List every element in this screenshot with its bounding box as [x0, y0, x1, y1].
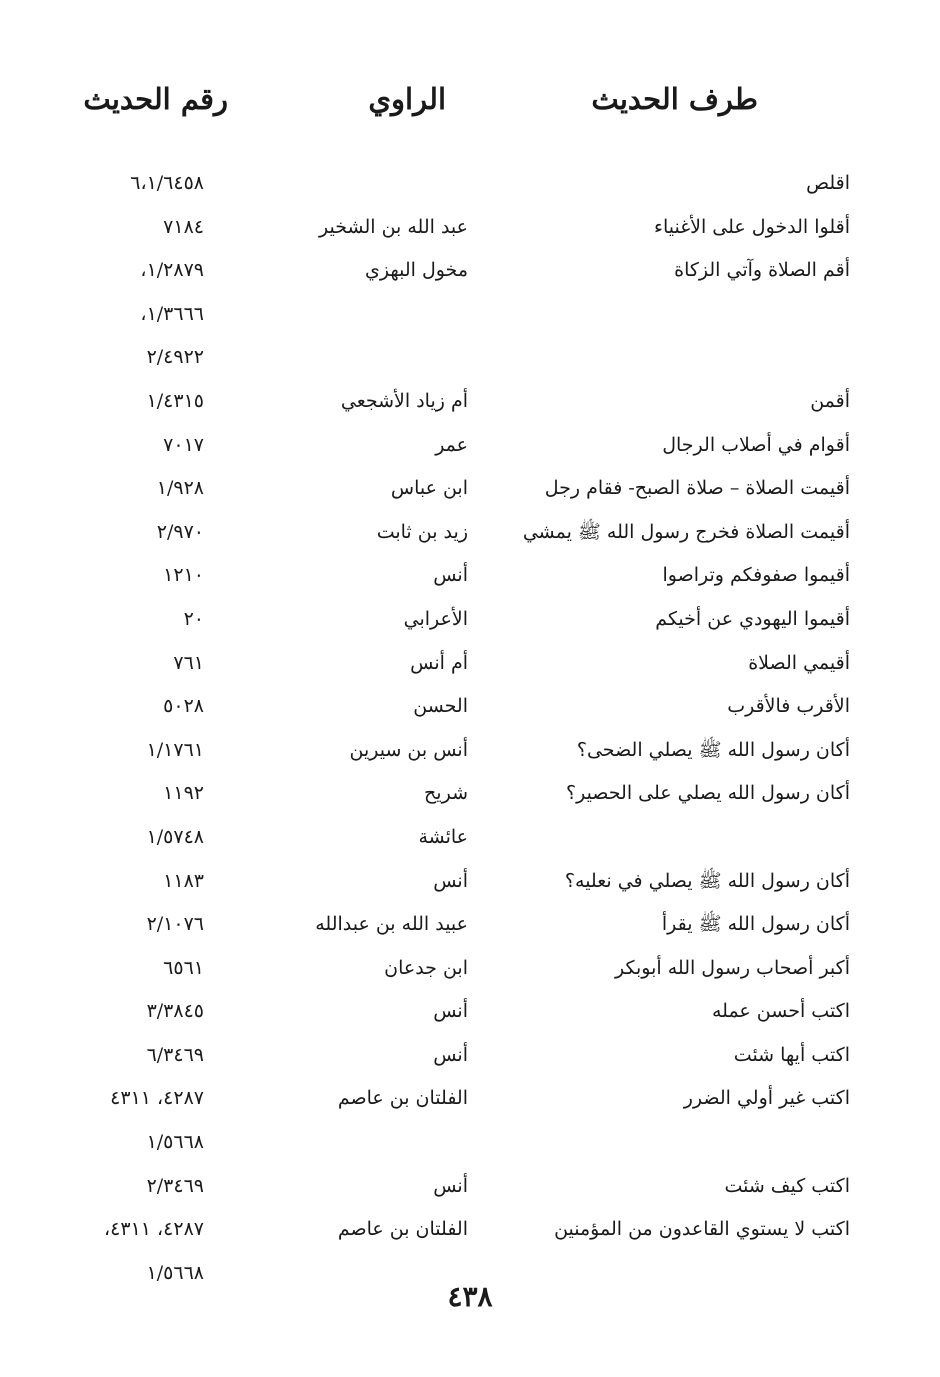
hadith-number: ٦/٣٤٦٩	[146, 1043, 204, 1066]
table-row	[0, 903, 940, 947]
page-number: ٤٣٨	[447, 1280, 493, 1313]
hadith-text: أكان رسول الله يصلي على الحصير؟	[566, 782, 850, 805]
hadith-index-table	[0, 162, 940, 1295]
hadith-number: ٢٠	[183, 607, 204, 630]
hadith-number: ٥٠٢٨	[163, 695, 204, 718]
hadith-text: أقيمت الصلاة – صلاة الصبح- فقام رجل	[544, 477, 850, 500]
table-header	[0, 82, 940, 132]
hadith-text: اكتب كيف شئت	[724, 1174, 850, 1197]
hadith-text: أقيمت الصلاة فخرج رسول الله ﷺ يمشي	[522, 520, 850, 543]
hadith-number: ٢/٩٧٠	[156, 520, 204, 543]
table-row	[0, 162, 940, 206]
hadith-text: أقم الصلاة وآتي الزكاة	[674, 259, 850, 282]
narrator-name: مخول البهزي	[364, 259, 468, 282]
table-row	[0, 380, 940, 424]
hadith-number: ٦،١/٦٤٥٨	[130, 172, 204, 194]
hadith-number: ٧٠١٧	[163, 433, 204, 456]
hadith-number: ٢/٣٤٦٩	[146, 1174, 204, 1197]
table-row	[0, 467, 940, 511]
table-row	[0, 1208, 940, 1252]
hadith-number: ١/٥٦٦٨	[146, 1261, 204, 1284]
table-row	[0, 293, 940, 337]
hadith-text: أكان رسول الله ﷺ يصلي في نعليه؟	[564, 869, 850, 892]
hadith-number: ١١٨٣	[163, 869, 204, 892]
narrator-name: أنس	[433, 1174, 468, 1197]
table-row	[0, 772, 940, 816]
hadith-text: اكتب أيها شئت	[733, 1043, 850, 1066]
hadith-text: أكان رسول الله ﷺ يقرأ	[661, 913, 850, 936]
hadith-number: ١/٥٦٦٨	[146, 1131, 204, 1154]
narrator-name: عبيد الله بن عبدالله	[315, 913, 468, 936]
hadith-number: ١/٤٣١٥	[146, 389, 204, 412]
narrator-name: عائشة	[418, 825, 468, 848]
hadith-text: اقلص	[806, 172, 850, 194]
table-row	[0, 249, 940, 293]
table-row	[0, 1165, 940, 1209]
hadith-number: ١٢١٠	[163, 564, 204, 587]
hadith-text: أقيموا اليهودي عن أخيكم	[655, 607, 850, 630]
hadith-text: اكتب أحسن عمله	[711, 1000, 850, 1023]
table-row	[0, 947, 940, 991]
hadith-text: أقلوا الدخول على الأغنياء	[654, 215, 850, 238]
table-row	[0, 642, 940, 686]
narrator-name: أنس	[433, 1000, 468, 1023]
hadith-number: ١/٣٦٦٦،	[140, 302, 204, 325]
narrator-name: أنس	[433, 1043, 468, 1066]
hadith-text: أقوام في أصلاب الرجال	[662, 433, 850, 456]
table-row	[0, 1077, 940, 1121]
hadith-number: ١/٩٢٨	[156, 477, 204, 500]
hadith-number: ١/١٧٦١	[146, 738, 204, 761]
narrator-name: أم زياد الأشجعي	[340, 389, 468, 412]
hadith-number: ٧١٨٤	[163, 215, 204, 238]
hadith-text: اكتب غير أولي الضرر	[683, 1087, 850, 1110]
hadith-text: أقيمي الصلاة	[748, 651, 850, 674]
table-row	[0, 554, 940, 598]
narrator-name: عمر	[435, 433, 468, 456]
narrator-name: شريح	[424, 782, 468, 805]
table-row	[0, 598, 940, 642]
header-number-column: رقم الحديث	[83, 82, 228, 116]
narrator-name: ابن عباس	[390, 477, 468, 500]
table-row	[0, 685, 940, 729]
narrator-name: الحسن	[413, 695, 468, 718]
hadith-number: ٧٦١	[173, 651, 204, 674]
header-hadith-column: طرف الحديث	[591, 82, 758, 116]
narrator-name: أنس	[433, 564, 468, 587]
table-row	[0, 1121, 940, 1165]
hadith-number: ١١٩٢	[163, 782, 204, 805]
hadith-number: ٢/٤٩٢٢	[146, 346, 204, 369]
table-row	[0, 816, 940, 860]
narrator-name: ابن جدعان	[384, 956, 468, 979]
narrator-name: أنس بن سيرين	[349, 738, 468, 761]
narrator-name: أنس	[433, 869, 468, 892]
table-row	[0, 206, 940, 250]
hadith-text: أكبر أصحاب رسول الله أبوبكر	[615, 956, 850, 979]
hadith-number: ٤٢٨٧، ٤٣١١،	[104, 1218, 204, 1241]
table-row	[0, 860, 940, 904]
table-row	[0, 990, 940, 1034]
header-narrator-column: الراوي	[368, 82, 446, 116]
narrator-name: زيد بن ثابت	[376, 520, 468, 543]
narrator-name: عبد الله بن الشخير	[319, 215, 468, 238]
narrator-name: الفلتان بن عاصم	[337, 1218, 468, 1241]
hadith-number: ١/٢٨٧٩،	[140, 259, 204, 282]
table-row	[0, 729, 940, 773]
table-row	[0, 511, 940, 555]
hadith-text: أقيموا صفوفكم وتراصوا	[662, 564, 850, 587]
hadith-number: ٤٢٨٧، ٤٣١١	[110, 1087, 204, 1110]
hadith-text: الأقرب فالأقرب	[727, 695, 850, 718]
table-row	[0, 424, 940, 468]
narrator-name: الأعرابي	[403, 607, 468, 630]
table-row	[0, 336, 940, 380]
hadith-text: أكان رسول الله ﷺ يصلي الضحى؟	[576, 738, 850, 761]
hadith-number: ٣/٣٨٤٥	[146, 1000, 204, 1023]
hadith-number: ٦٥٦١	[163, 956, 204, 979]
hadith-text: اكتب لا يستوي القاعدون من المؤمنين	[554, 1218, 850, 1241]
hadith-number: ٢/١٠٧٦	[146, 913, 204, 936]
hadith-number: ١/٥٧٤٨	[146, 825, 204, 848]
narrator-name: أم أنس	[410, 651, 468, 674]
hadith-text: أقمن	[810, 389, 850, 412]
narrator-name: الفلتان بن عاصم	[337, 1087, 468, 1110]
table-row	[0, 1034, 940, 1078]
